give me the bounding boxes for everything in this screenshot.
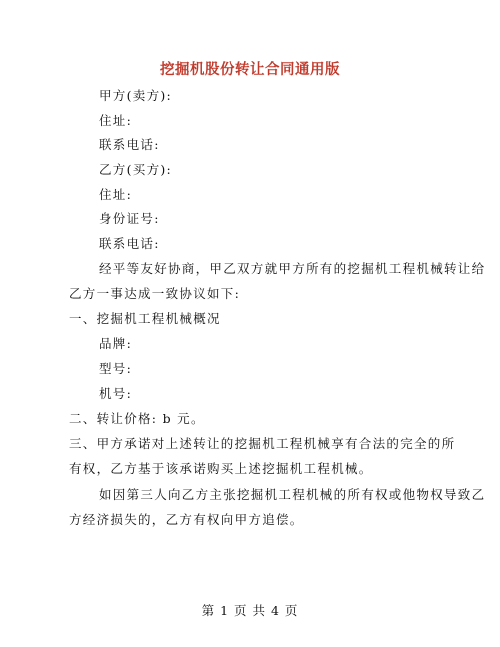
third-party-paragraph-line-2: 方经济损失的，乙方有权向甲方追偿。	[69, 512, 304, 527]
party-b-buyer-label: 乙方(买方):	[99, 162, 173, 177]
party-b-phone-label: 联系电话:	[99, 236, 160, 251]
intro-paragraph-line-2: 乙方一事达成一致协议如下:	[69, 286, 241, 301]
party-a-seller-label: 甲方(卖方):	[99, 88, 173, 103]
party-b-id-label: 身份证号:	[99, 211, 160, 226]
intro-paragraph-line-1: 经平等友好协商，甲乙双方就甲方所有的挖掘机工程机械转让给	[99, 261, 486, 276]
section-2-price: 二、转让价格: b 元。	[69, 411, 205, 426]
page-number-footer: 第 1 页 共 4 页	[201, 603, 299, 618]
brand-label: 品牌:	[99, 336, 133, 351]
model-label: 型号:	[99, 361, 133, 376]
party-a-address-label: 住址:	[99, 113, 133, 128]
party-a-phone-label: 联系电话:	[99, 137, 160, 152]
party-b-address-label: 住址:	[99, 187, 133, 202]
page-title: 挖掘机股份转让合同通用版	[160, 61, 340, 78]
section-1-heading: 一、挖掘机工程机械概况	[69, 311, 221, 326]
section-3-line-2: 有权，乙方基于该承诺购买上述挖掘机工程机械。	[69, 461, 373, 476]
third-party-paragraph-line-1: 如因第三人向乙方主张挖掘机工程机械的所有权或他物权导致乙	[99, 487, 486, 502]
section-3-line-1: 三、甲方承诺对上述转让的挖掘机工程机械享有合法的完全的所	[69, 436, 456, 451]
machine-no-label: 机号:	[99, 386, 133, 401]
